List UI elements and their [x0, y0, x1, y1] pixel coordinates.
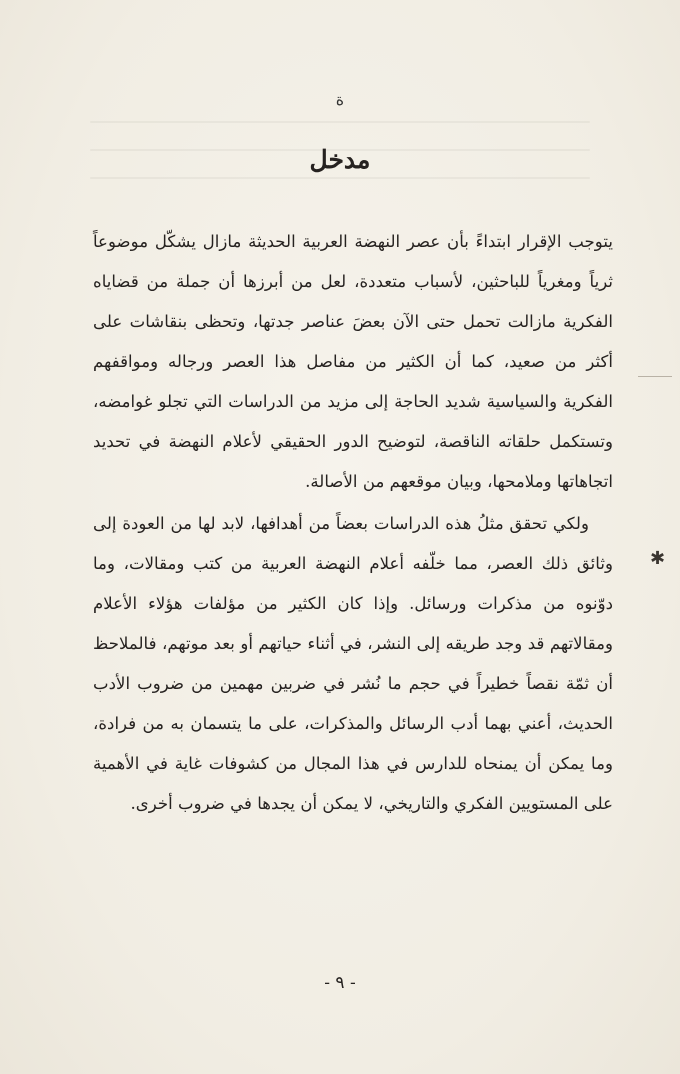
- margin-asterisk-mark: ✱: [650, 548, 666, 569]
- page-number: - ٩ -: [324, 973, 356, 993]
- ornament-mark: ة: [335, 90, 345, 109]
- chapter-heading: مدخل: [309, 145, 371, 174]
- body-text: [93, 222, 613, 824]
- paragraph-2: ولكي تحقق مثلُ هذه الدراسات بعضاً من أهدافها، لابد لها من العودة إلى وثائق ذلك العصر، مما خلّفه أعلام النهضة العربية من كتب ومقالات، وما دوّنوه من مذكرات ورسائل. وإذا كان الكثير من مؤلفات هؤلاء الأعلام ومقالاتهم قد وجد طريقه إلى النشر، في أثناء حياتهم أو بعد موتهم، فالملاحظ أن ثمّة نقصاً خطيراً في حجم ما نُشر في ضربين مهمين من ضروب الأدب الحديث، أعني بهما أدب الرسائل والمذكرات، على ما يتسمان به من فرادة، وما يمكن أن يمنحاه للدارس في هذا المجال من كشوفات غاية في الأهمية على المستويين الفكري والتاريخي، لا يمكن أن يجدها في ضروب أخرى.: [93, 514, 613, 813]
- paragraph-1: يتوجب الإقرار ابتداءً بأن عصر النهضة العربية الحديثة مازال يشكّل موضوعاً ثرياً ومغرياً للباحثين، لأسباب متعددة، لعل من أبرزها أن جملة من قضاياه الفكرية مازالت تحمل حتى الآن بعضَ عناصر جدتها، وتحظى بنقاشات على أكثر من صعيد، كما أن الكثير من مفاصل هذا العصر ورجاله ومواقفهم الفكرية والسياسية شديد الحاجة إلى مزيد من الدراسات التي تجلو غوامضه، وتستكمل حلقاته الناقصة، لتوضيح الدور الحقيقي لأعلام النهضة في تحديد اتجاهاتها وملامحها، وبيان موقعهم من الأصالة.: [93, 232, 613, 491]
- margin-pencil-mark: [638, 376, 672, 377]
